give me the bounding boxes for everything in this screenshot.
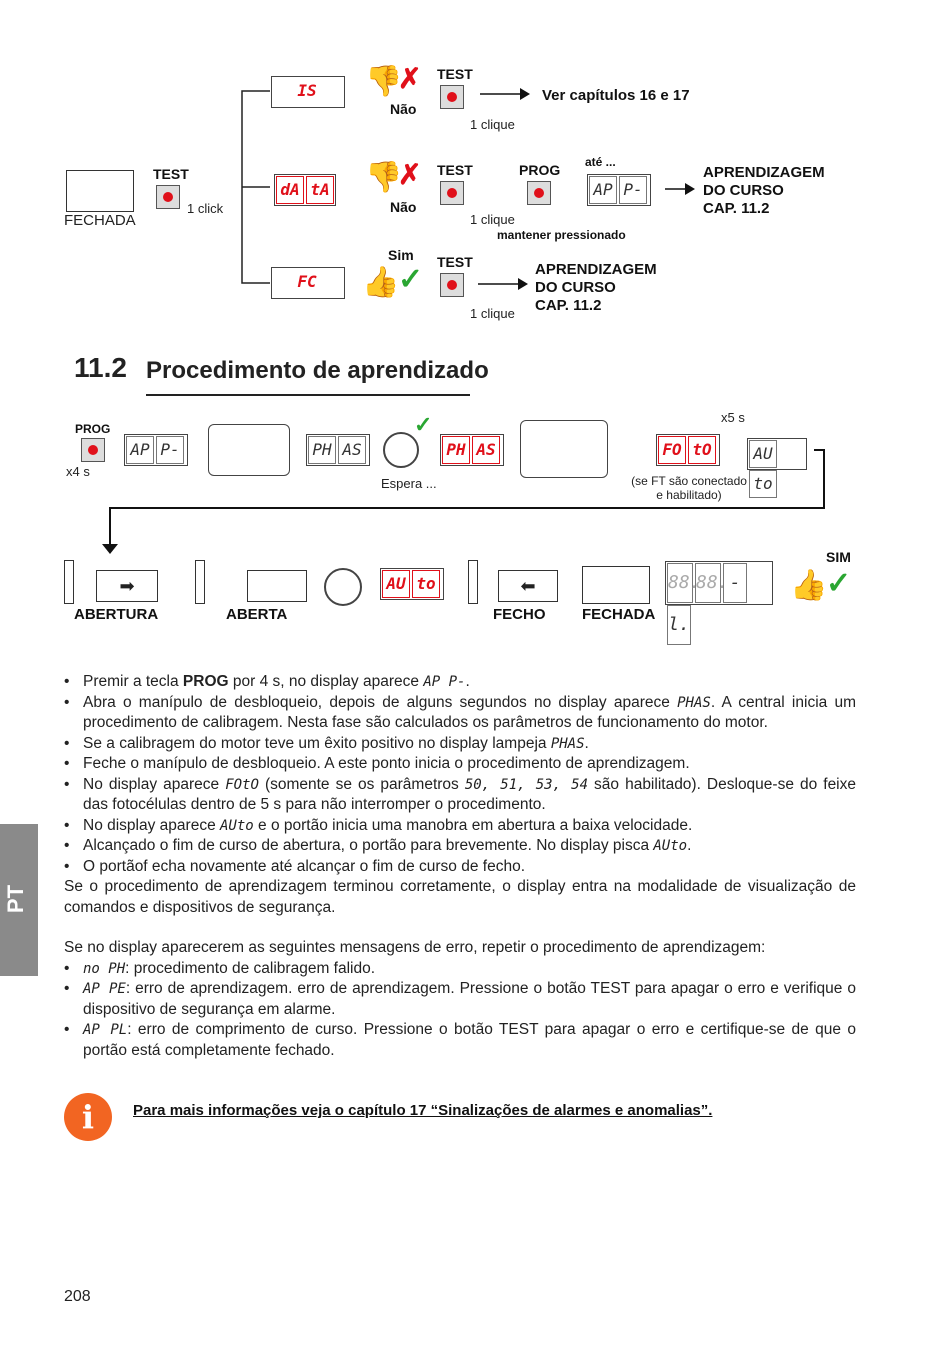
display-digit: PH: [308, 436, 336, 464]
arrow-icon: [478, 276, 528, 292]
display-88: [665, 561, 773, 635]
display-code: no PH: [83, 960, 126, 977]
display-digit: tA: [306, 176, 334, 204]
list-item: • Feche o manípulo de desbloqueio. A este ponto inicia o procedimento de aprendizagem.: [64, 754, 856, 775]
list-item: [64, 734, 856, 755]
text: . A central inicia um procedimento de calibragem. Nesta fase são calculados os parâmetros de funcionamento do motor.: [83, 693, 856, 731]
aprendizagem-line: APRENDIZAGEM: [535, 261, 657, 278]
thumbs-down-icon: 👎: [365, 65, 403, 98]
ft-note-line: (se FT são conectado: [631, 474, 747, 488]
display-digit: -: [723, 563, 747, 603]
test-button[interactable]: [440, 181, 464, 205]
label-test: TEST: [153, 166, 189, 182]
text: .: [465, 673, 470, 690]
gate-closed-icon: [582, 566, 650, 604]
display-digit: IS: [297, 81, 317, 100]
key-prog: PROG: [182, 673, 229, 690]
label-nao: Não: [390, 199, 417, 215]
list-item: [64, 816, 856, 837]
list-item: [64, 836, 856, 857]
section-title: Procedimento de aprendizado: [146, 357, 489, 384]
display-digit: PH: [442, 436, 470, 464]
display-code: AP P-: [423, 674, 466, 690]
check-icon: ✓: [826, 567, 852, 600]
list-item: [64, 672, 856, 693]
text: : erro de comprimento de curso. Pressione o botão TEST para apagar o erro e certifique-se de que o portão está completamente fechado.: [83, 1021, 856, 1059]
display-auto-flash: [380, 568, 444, 600]
text: (somente se os parâmetros: [258, 775, 465, 793]
display-digit: tO: [688, 436, 716, 464]
label-nao: Não: [390, 101, 417, 117]
aprendizagem-line: DO CURSO: [703, 182, 784, 199]
arrow-icon: [665, 181, 695, 197]
text: .: [687, 837, 692, 854]
arrow-icon: [480, 86, 530, 102]
display-digit: AP: [589, 176, 617, 204]
cross-icon: ✗: [398, 159, 422, 190]
display-digit: to: [412, 570, 440, 598]
label-prog: PROG: [75, 422, 111, 436]
aprendizagem-line: CAP. 11.2: [535, 297, 602, 314]
mantener-text: mantener pressionado: [497, 228, 626, 242]
text: Se a calibragem do motor teve um êxito positivo no display lampeja: [83, 734, 551, 752]
label-1-clique: 1 clique: [470, 306, 515, 321]
label-aberta: ABERTA: [226, 606, 288, 623]
test-button[interactable]: [440, 85, 464, 109]
display-digit: to: [749, 470, 777, 498]
label-1-click: 1 click: [187, 201, 224, 216]
display-digit: AS: [338, 436, 366, 464]
aprendizagem-text: [535, 261, 657, 315]
aprendizagem-line: CAP. 11.2: [703, 200, 770, 217]
gate-post-icon: [468, 560, 478, 604]
text: No display aparece: [83, 816, 220, 834]
label-x4s: x4 s: [66, 464, 90, 479]
gate-open-icon: [247, 570, 307, 602]
label-test: TEST: [437, 66, 473, 82]
text: .: [584, 734, 589, 752]
language-tab: [0, 824, 38, 976]
info-icon: i: [64, 1093, 112, 1141]
text: : erro de aprendizagem. erro de aprendizagem. Pressione o botão TEST para apagar o erro e verifique o dispositivo de segurança em alarme.: [83, 980, 856, 1018]
text: Premir a tecla: [83, 673, 183, 690]
gate-post-icon: [195, 560, 205, 604]
gate-closed-icon: [66, 170, 134, 212]
label-1-clique: 1 clique: [470, 212, 515, 227]
label-prog: PROG: [519, 162, 561, 178]
language-tab-label: PT: [3, 884, 29, 914]
branch-bracket: [230, 85, 275, 290]
label-fecho: FECHO: [493, 606, 546, 623]
display-digit: FO: [658, 436, 686, 464]
label-sim: Sim: [388, 247, 414, 263]
label-sim: SIM: [826, 549, 851, 565]
display-digit: 88.: [695, 563, 721, 603]
cross-icon: ✗: [398, 63, 422, 94]
display-digit: dA: [276, 176, 304, 204]
thumbs-up-icon: 👍: [362, 266, 400, 299]
test-button[interactable]: [156, 185, 180, 209]
display-code: PHAS: [677, 694, 711, 711]
section-title-underline: [146, 394, 470, 396]
check-icon: ✓: [398, 263, 424, 296]
ate-text: até ...: [585, 155, 616, 169]
display-code: AUto: [220, 817, 254, 834]
gate-post-icon: [64, 560, 74, 604]
label-fechada: FECHADA: [64, 212, 136, 229]
label-test: TEST: [437, 162, 473, 178]
text: Abra o manípulo de desbloqueio, depois de alguns segundos no display aparece: [83, 693, 678, 711]
display-code: AUto: [653, 838, 688, 854]
display-is: [271, 76, 345, 108]
flow-connector-arrow: [100, 446, 830, 554]
section-number: 11.2: [74, 352, 127, 383]
display-digit: 88.: [667, 563, 693, 603]
display-digit: AU: [749, 440, 777, 468]
info-link[interactable]: Para mais informações veja o capítulo 17 “Sinalizações de alarmes e anomalias”.: [133, 1102, 713, 1119]
gate-opening-icon: ➡: [96, 570, 158, 602]
list-item: • O portãof echa novamente até alcançar o fim de curso de fecho.: [64, 857, 856, 878]
display-code: FOtO: [225, 776, 259, 793]
label-1-clique: 1 clique: [470, 117, 515, 132]
display-digit: P-: [619, 176, 647, 204]
display-digit: l.: [667, 605, 691, 645]
display-digit: P-: [156, 436, 184, 464]
text: : procedimento de calibragem falido.: [125, 959, 376, 977]
label-fechada: FECHADA: [582, 606, 656, 623]
display-code: AP PE: [83, 981, 126, 997]
display-fc: [271, 267, 345, 299]
paragraph: Se o procedimento de aprendizagem terminou corretamente, o display entra na modalidade de visualização de comandos e dispositivos de segurança.: [64, 878, 856, 916]
aprendizagem-line: APRENDIZAGEM: [703, 164, 825, 181]
display-ap-p: [587, 174, 651, 206]
text: No display aparece: [83, 775, 226, 793]
aprendizagem-line: DO CURSO: [535, 279, 616, 296]
display-digit: AU: [382, 570, 410, 598]
thumbs-up-icon: 👍: [790, 569, 828, 602]
text: por 4 s, no display aparece: [228, 673, 424, 690]
prog-button[interactable]: [527, 181, 551, 205]
check-icon: ✓: [414, 412, 433, 437]
display-digit: FC: [297, 272, 317, 291]
label-espera: Espera ...: [381, 476, 437, 491]
list-item: [64, 775, 856, 816]
page-number: 208: [64, 1288, 91, 1305]
list-item: [64, 1020, 856, 1061]
display-data: [274, 174, 336, 206]
display-code: 50, 51, 53, 54: [464, 776, 589, 793]
ft-note-line: e habilitado): [656, 488, 722, 502]
aprendizagem-text: [703, 164, 825, 218]
list-item: [64, 979, 856, 1020]
procedure-text: [64, 672, 856, 1061]
label-abertura: ABERTURA: [74, 606, 159, 623]
display-digit: AS: [472, 436, 500, 464]
label-test: TEST: [437, 254, 473, 270]
list-item: [64, 693, 856, 734]
display-code: AP PL: [83, 1022, 128, 1038]
display-code: PHAS: [550, 735, 585, 752]
text: e o portão inicia uma manobra em abertura a baixa velocidade.: [253, 816, 693, 834]
paragraph: Se no display aparecerem as seguintes mensagens de erro, repetir o procedimento de aprendizagem:: [64, 939, 766, 956]
display-digit: AP: [126, 436, 154, 464]
label-x5s: x5 s: [721, 410, 745, 425]
list-item: [64, 959, 856, 980]
thumbs-down-icon: 👎: [365, 161, 403, 194]
ver-capitulos-text: Ver capítulos 16 e 17: [542, 87, 690, 104]
text: Alcançado o fim de curso de abertura, o portão para brevemente. No display pisca: [83, 837, 654, 854]
test-button[interactable]: [440, 273, 464, 297]
clock-icon: [324, 568, 362, 606]
text: são habilitado). Desloque-se do feixe das fotocélulas dentro de 5 s para não interromper o procedimento.: [83, 775, 857, 813]
gate-closing-icon: ⬅: [498, 570, 558, 602]
